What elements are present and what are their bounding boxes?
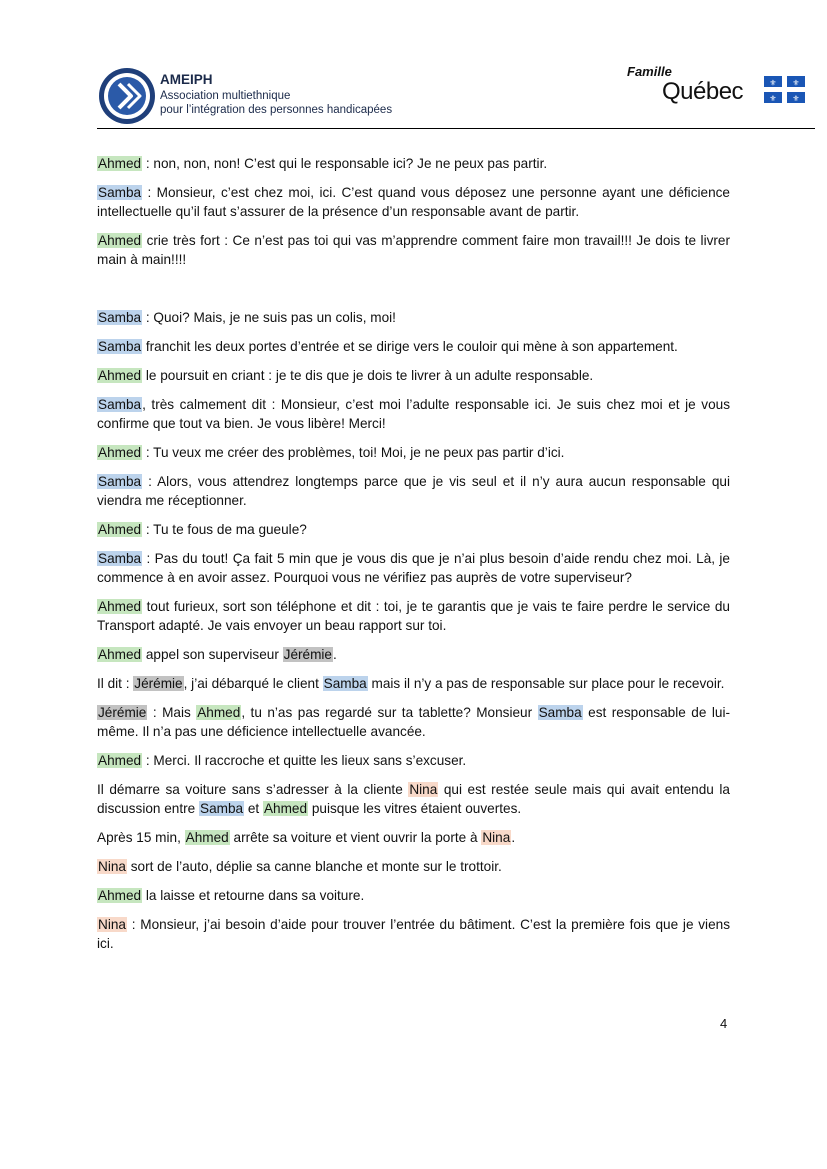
paragraph-text: franchit les deux portes d’entrée et se dirige vers le couloir qui mène à son appartement. bbox=[142, 339, 678, 354]
paragraph bbox=[97, 154, 730, 173]
svg-text:⚜: ⚜ bbox=[792, 78, 800, 88]
paragraph bbox=[97, 472, 730, 510]
paragraph bbox=[97, 549, 730, 587]
paragraph bbox=[97, 703, 730, 741]
svg-text:⚜: ⚜ bbox=[769, 94, 777, 103]
paragraph-text: Après 15 min, bbox=[97, 830, 185, 845]
paragraph bbox=[97, 395, 730, 433]
speaker-name-ahmed: Ahmed bbox=[197, 705, 241, 720]
speaker-name-nina: Nina bbox=[98, 859, 126, 874]
paragraph-text: et bbox=[244, 801, 263, 816]
speaker-name-samba: Samba bbox=[98, 339, 142, 354]
speaker-name-ahmed: Ahmed bbox=[98, 522, 142, 537]
paragraph-text: qui est restée seule mais qui avait entendu la discussion entre bbox=[97, 782, 730, 816]
speaker-name-ahmed: Ahmed bbox=[185, 830, 229, 845]
paragraph-text: Il démarre sa voiture sans s’adresser à la cliente bbox=[97, 782, 409, 797]
paragraph bbox=[97, 520, 730, 539]
document-body bbox=[97, 154, 730, 963]
speaker-name-samba: Samba bbox=[200, 801, 244, 816]
paragraph-text: est responsable de lui-même. Il n’a pas une déficience intellectuelle avancée. bbox=[97, 705, 730, 739]
paragraph-text: , tu n’as pas regardé sur ta tablette? Monsieur bbox=[241, 705, 538, 720]
paragraph bbox=[97, 645, 730, 664]
page-number: 4 bbox=[720, 1016, 728, 1031]
speaker-name-ahmed: Ahmed bbox=[98, 156, 142, 171]
paragraph bbox=[97, 443, 730, 462]
paragraph bbox=[97, 231, 730, 269]
paragraph-text: : Merci. Il raccroche et quitte les lieux sans s’excuser. bbox=[142, 753, 467, 768]
paragraph-text: : Monsieur, j’ai besoin d’aide pour trouver l’entrée du bâtiment. C’est la première fois que je viens ici. bbox=[97, 917, 730, 951]
paragraph-text: : Monsieur, c’est chez moi, ici. C’est quand vous déposez une personne ayant une déficience intellectuelle qu’il faut s’assurer de la présence d’un responsable avant de partir. bbox=[97, 185, 730, 219]
paragraph-text: . bbox=[511, 830, 516, 845]
speaker-name-ahmed: Ahmed bbox=[98, 445, 142, 460]
paragraph bbox=[97, 337, 730, 356]
speaker-name-ahmed: Ahmed bbox=[98, 753, 142, 768]
paragraph-text: puisque les vitres étaient ouvertes. bbox=[308, 801, 522, 816]
speaker-name-jeremie: Jérémie bbox=[283, 647, 332, 662]
paragraph-text: . bbox=[333, 647, 337, 662]
speaker-name-samba: Samba bbox=[98, 474, 142, 489]
paragraph bbox=[97, 366, 730, 385]
paragraph-text: le poursuit en criant : je te dis que je dois te livrer à un adulte responsable. bbox=[142, 368, 594, 383]
paragraph bbox=[97, 780, 730, 818]
paragraph-text: : Pas du tout! Ça fait 5 min que je vous dis que je n’ai plus besoin d’aide rendu chez moi. Là, je commence à en avoir assez. Pourquoi vous ne vérifiez pas auprès de votre superviseur? bbox=[97, 551, 730, 585]
paragraph bbox=[97, 597, 730, 635]
paragraph-text: tout furieux, sort son téléphone et dit : toi, je te garantis que je vais te faire perdre le service du Transport adapté. Je vais envoyer un beau rapport sur toi. bbox=[97, 599, 730, 633]
paragraph-text: : Alors, vous attendrez longtemps parce que je vis seul et il n’y aura aucun responsable qui viendra me réceptionner. bbox=[97, 474, 730, 508]
paragraph-text: Il dit : bbox=[97, 676, 134, 691]
speaker-name-nina: Nina bbox=[98, 917, 126, 932]
paragraph-text: sort de l’auto, déplie sa canne blanche et monte sur le trottoir. bbox=[126, 859, 502, 874]
paragraph bbox=[97, 751, 730, 770]
speaker-name-jeremie: Jérémie bbox=[98, 705, 147, 720]
speaker-name-nina: Nina bbox=[409, 782, 438, 797]
paragraph bbox=[97, 886, 730, 905]
speaker-name-ahmed: Ahmed bbox=[263, 801, 308, 816]
paragraph bbox=[97, 857, 730, 876]
quebec-wordmark: Québec bbox=[662, 78, 744, 105]
page-header bbox=[0, 0, 827, 132]
paragraph-text: : non, non, non! C’est qui le responsable ici? Je ne peux pas partir. bbox=[142, 156, 548, 171]
paragraph-text: crie très fort : Ce n’est pas toi qui vas m’apprendre comment faire mon travail!!! Je dois te livrer main à main!!!! bbox=[97, 233, 730, 267]
paragraph-text: : Tu te fous de ma gueule? bbox=[142, 522, 307, 537]
org-name: AMEIPH bbox=[160, 72, 213, 87]
speaker-name-samba: Samba bbox=[98, 310, 142, 325]
paragraph bbox=[97, 828, 730, 847]
quebec-flag-icon bbox=[764, 76, 805, 103]
paragraph bbox=[97, 674, 730, 693]
paragraph-text: la laisse et retourne dans sa voiture. bbox=[142, 888, 365, 903]
org-description-line1: Association multiethnique bbox=[160, 90, 291, 102]
speaker-name-samba: Samba bbox=[538, 705, 582, 720]
svg-text:⚜: ⚜ bbox=[769, 78, 777, 88]
paragraph-text: : Mais bbox=[147, 705, 197, 720]
paragraph bbox=[97, 308, 730, 327]
speaker-name-samba: Samba bbox=[98, 185, 142, 200]
speaker-name-ahmed: Ahmed bbox=[98, 888, 142, 903]
speaker-name-ahmed: Ahmed bbox=[98, 599, 142, 614]
svg-text:⚜: ⚜ bbox=[792, 94, 800, 103]
speaker-name-ahmed: Ahmed bbox=[98, 647, 142, 662]
org-description-line2: pour l’intégration des personnes handicapées bbox=[160, 104, 393, 116]
paragraph-text: , très calmement dit : Monsieur, c’est moi l’adulte responsable ici. Je suis chez moi et je vous confirme que tout va bien. Je vous libère! Merci! bbox=[97, 397, 730, 431]
paragraph bbox=[97, 915, 730, 953]
speaker-name-samba: Samba bbox=[98, 551, 142, 566]
speaker-name-ahmed: Ahmed bbox=[98, 233, 142, 248]
speaker-name-nina: Nina bbox=[482, 830, 511, 845]
speaker-name-jeremie: Jérémie bbox=[134, 676, 183, 691]
paragraph-text: mais il n’y a pas de responsable sur place pour le recevoir. bbox=[367, 676, 725, 691]
header-divider bbox=[97, 128, 815, 129]
speaker-name-samba: Samba bbox=[323, 676, 367, 691]
paragraph bbox=[97, 183, 730, 221]
paragraph-text: : Quoi? Mais, je ne suis pas un colis, moi! bbox=[142, 310, 396, 325]
paragraph-text: : Tu veux me créer des problèmes, toi! Moi, je ne peux pas partir d’ici. bbox=[142, 445, 565, 460]
paragraph-text: arrête sa voiture et vient ouvrir la porte à bbox=[229, 830, 482, 845]
ameiph-logo-icon bbox=[97, 66, 157, 126]
famille-label: Famille bbox=[627, 64, 672, 79]
paragraph-text: appel son superviseur bbox=[142, 647, 283, 662]
speaker-name-samba: Samba bbox=[98, 397, 142, 412]
speaker-name-ahmed: Ahmed bbox=[98, 368, 142, 383]
paragraph-text: , j’ai débarqué le client bbox=[183, 676, 323, 691]
